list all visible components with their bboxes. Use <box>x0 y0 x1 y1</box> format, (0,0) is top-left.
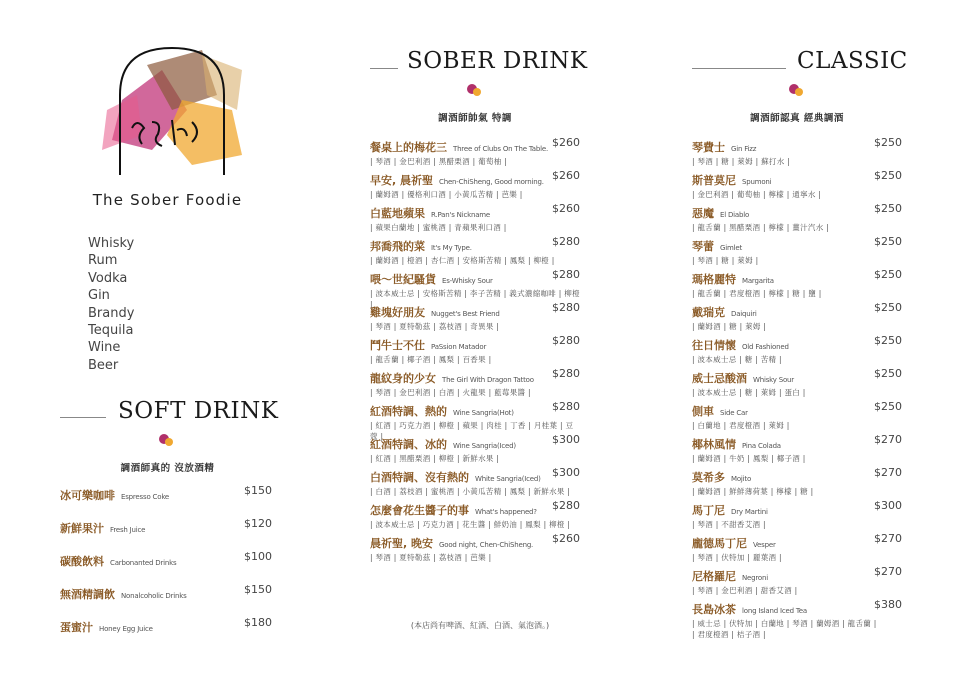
item-price: $280 <box>552 499 580 512</box>
item-name: 琴蕾 <box>692 240 714 253</box>
menu-item <box>692 301 902 333</box>
menu-item <box>60 550 272 569</box>
divider-line <box>692 68 786 69</box>
item-english-name: Dry Martini <box>731 508 768 516</box>
item-ingredients: | 蘭姆酒 | 牛奶 | 鳳梨 | 椰子酒 | <box>692 454 806 463</box>
item-english-name: White Sangria(Iced) <box>475 475 541 483</box>
item-english-name: Old Fashioned <box>742 343 789 351</box>
item-price: $250 <box>874 268 902 281</box>
flower-mark-icon <box>788 82 804 98</box>
item-ingredients: | 金巴利酒 | 葡萄柚 | 檸檬 | 通寧水 | <box>692 190 822 199</box>
menu-item <box>370 136 580 168</box>
item-price: $380 <box>874 598 902 611</box>
menu-item <box>692 466 902 498</box>
item-name: 莫希多 <box>692 471 725 484</box>
menu-item <box>370 202 580 234</box>
menu-item <box>370 433 580 465</box>
item-price: $150 <box>244 583 272 596</box>
item-price: $280 <box>552 367 580 380</box>
item-price: $300 <box>874 499 902 512</box>
item-ingredients: | 龍舌蘭 | 椰子酒 | 鳳梨 | 百香果 | <box>370 355 492 364</box>
menu-item <box>692 433 902 465</box>
item-english-name: Wine Sangria(Hot) <box>453 409 514 417</box>
item-english-name: The Girl With Dragon Tattoo <box>442 376 534 384</box>
item-english-name: Spumoni <box>742 178 772 186</box>
item-english-name: Chen-ChiSheng, Good morning. <box>439 178 544 186</box>
item-english-name: Nugget's Best Friend <box>431 310 500 318</box>
item-english-name: Pina Colada <box>742 442 781 450</box>
menu-item <box>692 235 902 267</box>
menu-item <box>692 532 902 564</box>
item-price: $260 <box>552 169 580 182</box>
item-ingredients: | 琴酒 | 不甜香艾酒 | <box>692 520 766 529</box>
item-name: 碳酸飲料 <box>60 555 104 568</box>
spirit-item: Rum <box>88 253 118 269</box>
item-name: 喂～世紀騷貨 <box>370 273 436 286</box>
item-english-name: Good night, Chen-ChiSheng. <box>439 541 534 549</box>
item-ingredients: | 琴酒 | 夏特勒茲 | 荔枝酒 | 芭樂 | <box>370 553 492 562</box>
sober-drink-list <box>370 136 580 616</box>
item-price: $250 <box>874 301 902 314</box>
item-name: 馬丁尼 <box>692 504 725 517</box>
item-price: $250 <box>874 235 902 248</box>
item-name: 戴瑞克 <box>692 306 725 319</box>
menu-item <box>692 202 902 234</box>
item-name: 餐桌上的梅花三 <box>370 141 447 154</box>
item-price: $280 <box>552 400 580 413</box>
spirit-item: Beer <box>88 357 119 373</box>
item-ingredients: | 白蘭地 | 君度橙酒 | 萊姆 | <box>692 421 790 430</box>
menu-item <box>692 367 902 399</box>
brand-name: The Sober Foodie <box>92 191 243 209</box>
spirit-item: Tequila <box>88 323 134 339</box>
item-name: 龐德馬丁尼 <box>692 537 747 550</box>
item-name: 冰可樂咖啡 <box>60 489 115 502</box>
item-english-name: Gin Fizz <box>731 145 757 153</box>
menu-item <box>692 268 902 300</box>
item-ingredients: | 波本威士忌 | 糖 | 苦精 | <box>692 355 782 364</box>
item-price: $270 <box>874 532 902 545</box>
item-price: $250 <box>874 202 902 215</box>
item-ingredients: | 蘭姆酒 | 優格利口酒 | 小黃瓜苦精 | 芭樂 | <box>370 190 523 199</box>
item-english-name: Mojito <box>731 475 752 483</box>
item-ingredients: | 波本威士忌 | 安格斯苦精 | 李子苦精 | 義式濃縮咖啡 | 柳橙 | <box>370 289 580 309</box>
item-price: $260 <box>552 202 580 215</box>
item-english-name: Fresh Juice <box>110 526 146 534</box>
logo-artwork <box>92 40 252 180</box>
item-name: 琴費士 <box>692 141 725 154</box>
menu-item <box>692 400 902 432</box>
item-english-name: long Island Iced Tea <box>742 607 807 615</box>
item-name: 紅酒特調、冰的 <box>370 438 447 451</box>
menu-item <box>692 565 902 597</box>
flower-mark-icon <box>466 82 482 98</box>
item-price: $280 <box>552 235 580 248</box>
item-name: 尼格羅尼 <box>692 570 736 583</box>
spirit-item: Gin <box>88 288 110 304</box>
item-price: $260 <box>552 136 580 149</box>
item-ingredients: | 紅酒 | 黑醋栗酒 | 柳橙 | 新鮮水果 | <box>370 454 500 463</box>
spirit-item: Vodka <box>88 270 128 286</box>
item-name: 往日情懷 <box>692 339 736 352</box>
divider-line <box>60 417 106 418</box>
item-price: $270 <box>874 565 902 578</box>
item-price: $280 <box>552 301 580 314</box>
item-english-name: Vesper <box>753 541 776 549</box>
menu-item <box>60 517 272 536</box>
item-ingredients: | 琴酒 | 夏特勒茲 | 荔枝酒 | 奇異果 | <box>370 322 500 331</box>
item-ingredients: | 白酒 | 荔枝酒 | 蜜桃酒 | 小黃瓜苦精 | 鳳梨 | 新鮮水果 | <box>370 487 571 496</box>
item-english-name: Daiquiri <box>731 310 757 318</box>
soft-drink-subtitle: 調酒師真的 沒放酒精 <box>120 463 215 474</box>
item-ingredients: | 琴酒 | 糖 | 萊姆 | 蘇打水 | <box>692 157 791 166</box>
item-ingredients: | 紅酒 | 巧克力酒 | 柳橙 | 蘋果 | 肉桂 | 丁香 | 月桂葉 | 豆蔻 | <box>370 421 574 441</box>
menu-item <box>692 169 902 201</box>
item-english-name: Espresso Coke <box>121 493 170 501</box>
menu-item <box>60 583 272 602</box>
menu-item <box>60 616 272 635</box>
item-name: 無酒精調飲 <box>60 588 115 601</box>
item-price: $250 <box>874 136 902 149</box>
item-ingredients: | 琴酒 | 伏特加 | 麗葉酒 | <box>692 553 782 562</box>
item-english-name: Margarita <box>742 277 774 285</box>
item-name: 鬥牛士不仕 <box>370 339 425 352</box>
menu-item <box>370 235 580 267</box>
menu-item <box>370 532 580 564</box>
item-price: $180 <box>244 616 272 629</box>
soft-drink-title: SOFT DRINK <box>118 398 279 424</box>
item-name: 新鮮果汁 <box>60 522 104 535</box>
flower-mark-icon <box>158 432 174 448</box>
item-ingredients: | 波本威士忌 | 巧克力酒 | 花生醬 | 鮮奶油 | 鳳梨 | 柳橙 | <box>370 520 571 529</box>
item-name: 椰林風情 <box>692 438 736 451</box>
sober-drink-title: SOBER DRINK <box>407 48 588 74</box>
item-english-name: R.Pan's Nickname <box>431 211 491 219</box>
item-ingredients: | 琴酒 | 金巴利酒 | 甜香艾酒 | <box>692 586 798 595</box>
item-price: $270 <box>874 433 902 446</box>
item-price: $250 <box>874 169 902 182</box>
item-english-name: Whisky Sour <box>753 376 794 384</box>
menu-item <box>692 598 902 640</box>
item-name: 白藍地蘋果 <box>370 207 425 220</box>
item-english-name: What's happened? <box>475 508 537 516</box>
menu-item <box>692 334 902 366</box>
item-english-name: Wine Sangria(Iced) <box>453 442 516 450</box>
menu-item <box>692 499 902 531</box>
item-name: 邦喬飛的菜 <box>370 240 425 253</box>
footnote: (本店尚有啤酒、紅酒、白酒、氣泡酒。) <box>410 621 550 630</box>
menu-item <box>370 499 580 531</box>
item-english-name: Honey Egg Juice <box>99 625 153 633</box>
spirit-item: Wine <box>88 340 121 356</box>
item-ingredients: | 蘭姆酒 | 橙酒 | 杏仁酒 | 安格斯苦精 | 鳳梨 | 柳橙 | <box>370 256 555 265</box>
item-name: 白酒特調、沒有熱的 <box>370 471 469 484</box>
item-price: $150 <box>244 484 272 497</box>
item-ingredients: | 蘋果白蘭地 | 蜜桃酒 | 青蘋果利口酒 | <box>370 223 507 232</box>
item-ingredients: | 蘭姆酒 | 鮮鮮薄荷葉 | 檸檬 | 糖 | <box>692 487 814 496</box>
spirits-list <box>88 235 134 374</box>
item-english-name: Gimlet <box>720 244 742 252</box>
spirit-item: Brandy <box>88 305 135 321</box>
divider-line <box>370 68 398 69</box>
item-price: $250 <box>874 334 902 347</box>
menu-item <box>692 136 902 168</box>
item-name: 早安, 晨祈聖 <box>370 174 434 187</box>
menu-item <box>370 466 580 498</box>
item-name: 龍紋身的少女 <box>370 372 436 385</box>
item-name: 蛋蜜汁 <box>60 621 93 634</box>
item-english-name: Side Car <box>720 409 748 417</box>
item-ingredients: | 琴酒 | 金巴利酒 | 黑醋栗酒 | 葡萄柚 | <box>370 157 508 166</box>
menu-item <box>370 169 580 201</box>
menu-item <box>370 301 580 333</box>
soft-drink-list <box>60 484 272 634</box>
item-price: $280 <box>552 268 580 281</box>
item-english-name: Es-Whisky Sour <box>442 277 493 285</box>
item-english-name: Negroni <box>742 574 768 582</box>
item-name: 威士忌酸酒 <box>692 372 747 385</box>
item-name: 瑪格麗特 <box>692 273 736 286</box>
item-english-name: PaSsion Matador <box>431 343 487 351</box>
classic-list <box>692 136 902 639</box>
item-ingredients: | 琴酒 | 糖 | 萊姆 | <box>692 256 759 265</box>
classic-subtitle: 調酒師認真 經典調酒 <box>750 113 844 124</box>
item-price: $250 <box>874 367 902 380</box>
item-ingredients: | 蘭姆酒 | 糖 | 萊姆 | <box>692 322 767 331</box>
item-name: 雞塊好朋友 <box>370 306 425 319</box>
item-english-name: El Diablo <box>720 211 750 219</box>
item-english-name: Three of Clubs On The Table. <box>453 145 548 153</box>
item-english-name: It's My Type. <box>431 244 472 252</box>
item-ingredients: | 琴酒 | 金巴利酒 | 白酒 | 火龍果 | 藍莓果醬 | <box>370 388 531 397</box>
item-name: 惡魔 <box>692 207 714 220</box>
item-price: $260 <box>552 532 580 545</box>
menu-item <box>370 367 580 399</box>
sober-drink-subtitle: 調酒師帥氣 特調 <box>438 113 512 124</box>
item-ingredients: | 波本威士忌 | 糖 | 萊姆 | 蛋白 | <box>692 388 806 397</box>
item-ingredients: | 龍舌蘭 | 黑醋栗酒 | 檸檬 | 薑汁汽水 | <box>692 223 830 232</box>
item-name: 側車 <box>692 405 714 418</box>
menu-item <box>60 484 272 503</box>
item-price: $120 <box>244 517 272 530</box>
item-price: $100 <box>244 550 272 563</box>
item-ingredients: | 龍舌蘭 | 君度橙酒 | 檸檬 | 糖 | 鹽 | <box>692 289 822 298</box>
item-english-name: Carbonanted Drinks <box>110 559 177 567</box>
item-english-name: Nonalcoholic Drinks <box>121 592 187 600</box>
item-name: 怎麼會花生醬子的事 <box>370 504 469 517</box>
item-price: $300 <box>552 466 580 479</box>
item-price: $250 <box>874 400 902 413</box>
item-name: 長島冰茶 <box>692 603 736 616</box>
classic-title: CLASSIC <box>797 48 908 74</box>
menu-item <box>370 334 580 366</box>
item-price: $300 <box>552 433 580 446</box>
item-price: $280 <box>552 334 580 347</box>
item-name: 晨祈聖, 晚安 <box>370 537 434 550</box>
item-name: 斯普莫尼 <box>692 174 736 187</box>
item-price: $270 <box>874 466 902 479</box>
item-name: 紅酒特調、熱的 <box>370 405 447 418</box>
item-ingredients: | 威士忌 | 伏特加 | 白蘭地 | 琴酒 | 蘭姆酒 | 龍舌蘭 | | 君度橙酒 | 桔子酒 | <box>692 619 877 639</box>
spirit-item: Whisky <box>88 236 135 251</box>
